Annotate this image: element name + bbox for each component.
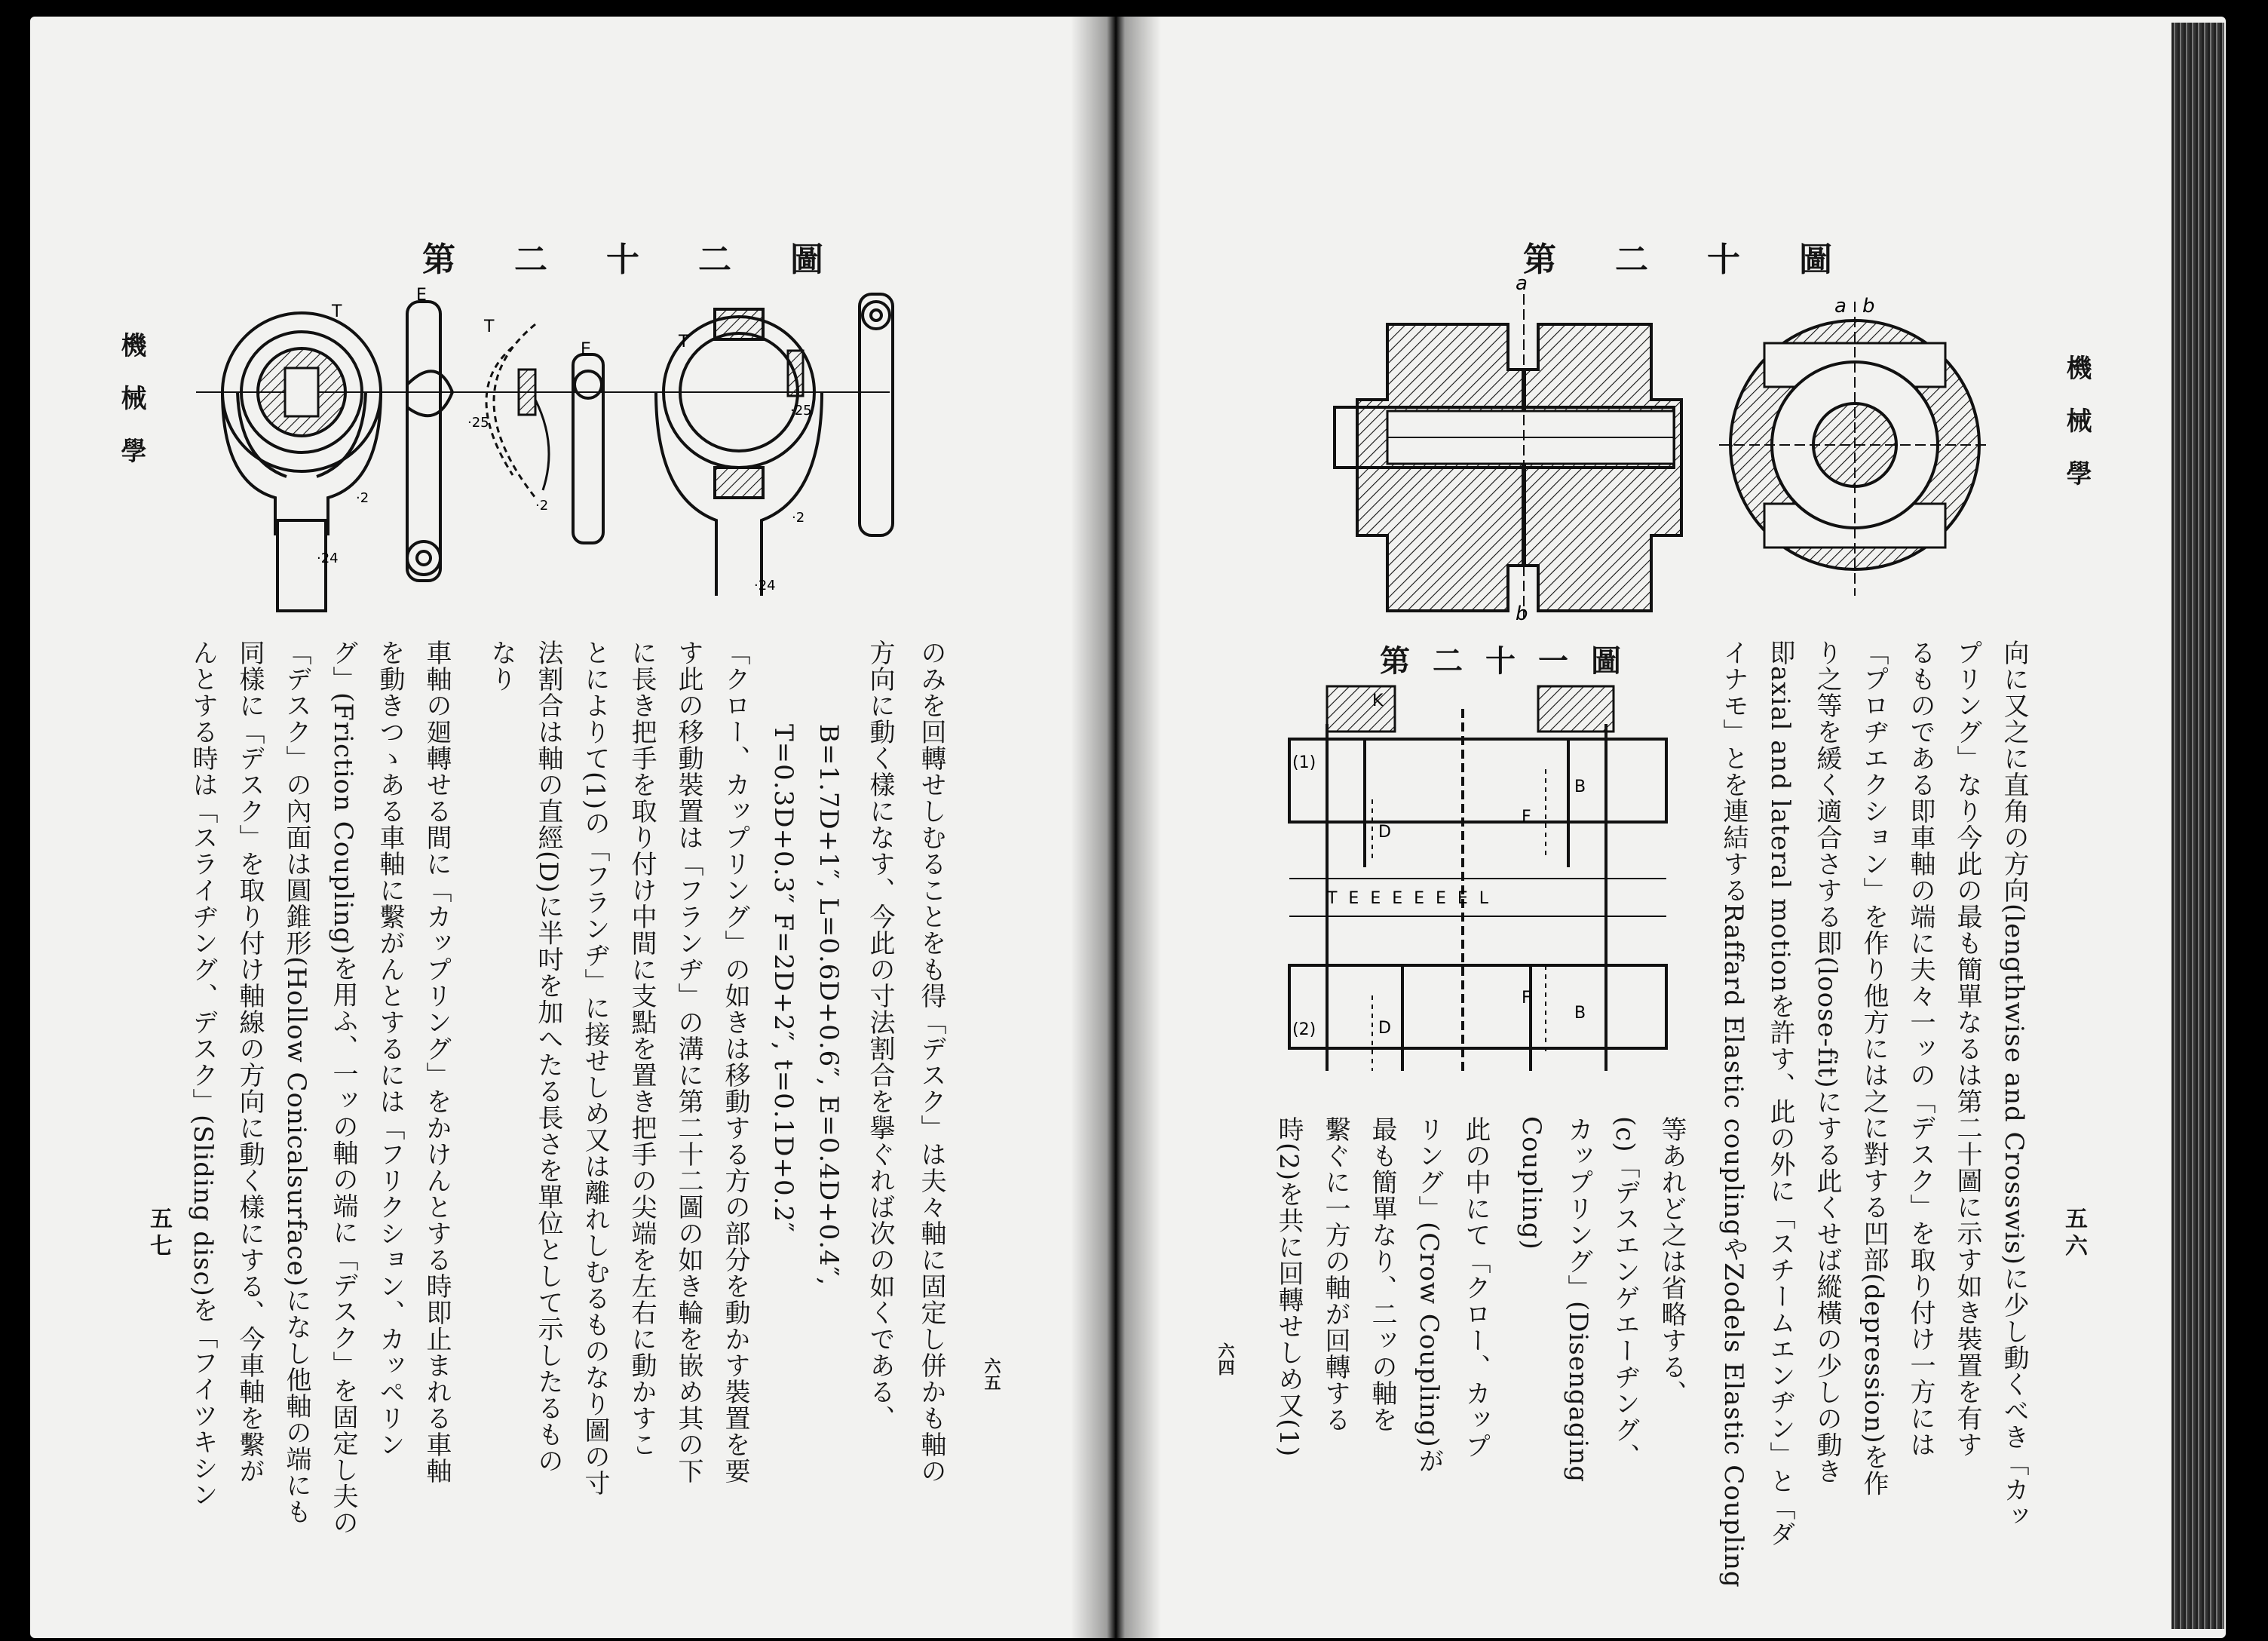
- fig21-label-k: K: [1372, 692, 1384, 710]
- fig22-label-n3: ·25: [467, 415, 489, 431]
- figure-20-drawing: [1312, 272, 1975, 625]
- fig22-label-n6: ·2: [792, 510, 805, 526]
- left-text-column-6: す此の移動裝置は「フランヂ」の溝に第二十二圖の如き輪を嵌め其の下: [673, 640, 703, 1484]
- fig21-label-d2: D: [1378, 1019, 1391, 1038]
- right-text-column-9: (c)「デスエンゲエーヂング、: [1610, 1116, 1640, 1470]
- left-text-column-13: グ」(Friction Coupling)を用ふ、一ッの軸の端に「デスク」を固定し夫の: [328, 640, 358, 1536]
- right-text-column-14: 最も簡單なり、二ッの軸を: [1367, 1116, 1397, 1433]
- fig21-label-b2: B: [1574, 1004, 1586, 1023]
- fig22-label-n7: ·24: [754, 578, 776, 594]
- fig21-label-f1: F: [1522, 808, 1531, 827]
- left-text-column-16: んとする時は「スライヂング、デスク」(Sliding disc)を「フイツキシン: [188, 640, 218, 1508]
- page-edge-stack: [2171, 23, 2224, 1629]
- right-text-column-16: 時(2)を共に回轉せしめ又(1): [1273, 1116, 1304, 1458]
- right-text-column-3: るものである即車軸の端に夫々一ッの「デスク」を取り付け一方には: [1905, 640, 1935, 1458]
- fig21-label-f2: F: [1522, 989, 1531, 1008]
- left-text-column-8: とによりて(1)の「フランヂ」に接せしめ又は離れしむるものなり圖の寸: [580, 640, 610, 1497]
- left-text-column-7: に長き把手を取り付け中間に支點を置き把手の尖端を左右に動かすこ: [627, 640, 657, 1458]
- right-running-header: 機械學: [2061, 354, 2092, 513]
- right-text-column-12: 此の中にて「クロー、カップ: [1460, 1116, 1491, 1459]
- left-text-column-1: のみを回轉せしむることをも得「デスク」は夫々軸に固定し併かも軸の: [916, 640, 946, 1484]
- figure-21-title: 第二十一圖: [1380, 643, 1644, 679]
- right-page-number: 五六: [2061, 1207, 2087, 1261]
- fig22-label-n2: ·24: [317, 551, 339, 566]
- right-text-column-4: 「プロヂエクション」を作り他方には之に對する凹部(depression)を作: [1859, 640, 1889, 1497]
- figure-22-title: 第二十二圖: [422, 241, 882, 279]
- left-text-column-2: 方向に動く樣になす、今此の寸法割合を擧ぐれば次の如くである、: [865, 640, 895, 1431]
- right-text-column-11: Coupling): [1516, 1116, 1546, 1250]
- fig22-label-e2: E: [581, 340, 591, 359]
- right-text-column-5: り之等を緩く適合さする即(loose-fit)にする此くせば縱橫の少しの動き: [1812, 640, 1842, 1485]
- fig21-label-row: T E E E E E E L: [1327, 889, 1492, 908]
- left-text-column-14: 「デスク」の內面は圓錐形(Hollow Conicalsurface)になし他軸の端にも: [281, 640, 311, 1525]
- book-gutter: [1071, 17, 1161, 1638]
- left-page-number: 五七: [146, 1207, 172, 1261]
- fig20-label-b2: b: [1862, 295, 1875, 317]
- fig21-label-one: (1): [1292, 753, 1316, 772]
- fig22-label-e1: E: [416, 286, 427, 305]
- fig21-label-b1: B: [1574, 778, 1586, 796]
- left-text-column-10: なり: [486, 640, 516, 692]
- left-text-column-5: 「クロー、カップリング」の如きは移動する方の部分を動かす裝置を要: [720, 640, 750, 1484]
- right-text-column-7: イナモ」とを連結するRaffard Elastic couplingやZodels Elastic Coupling: [1718, 640, 1749, 1588]
- fig20-label-b1: b: [1516, 603, 1528, 625]
- right-text-column-10: カップリング」(Disengaging: [1563, 1116, 1593, 1483]
- fig22-label-n1: ·2: [356, 490, 369, 506]
- right-text-column-13: リング」(Crow Coupling)が: [1414, 1116, 1444, 1474]
- fig22-label-n5: ·25: [790, 403, 812, 419]
- left-text-column-9: 法割合は軸の直經(D)に半吋を加へたる長さを單位として示したるもの: [533, 640, 563, 1474]
- fig22-label-t3: T: [679, 333, 689, 351]
- right-small-mark: 六四: [1215, 1342, 1235, 1376]
- right-text-column-8: 等あれど之は省略する、: [1657, 1116, 1687, 1406]
- fig22-label-t1: T: [332, 302, 342, 321]
- right-text-column-6: 即axial and lateral motionを許す、此の外に「スチームエンヂン」と「ダ: [1765, 640, 1795, 1547]
- fig21-label-two: (2): [1292, 1020, 1316, 1039]
- fig20-label-a1: a: [1516, 272, 1528, 295]
- left-text-column-12: を動きつゝある車軸に繫がんとするには「フリクション、カッペリン: [375, 640, 405, 1458]
- left-text-column-3: B=1.7D+1″, L=0.6D+0.6″, E=0.4D+0.4″,: [814, 724, 844, 1287]
- right-text-column-15: 繫ぐに一方の軸が回轉する: [1320, 1116, 1350, 1433]
- left-text-column-11: 車軸の廻轉せる間に「カップリング」をかけんとする時即止まれる車軸: [421, 640, 452, 1484]
- right-text-column-1: 向に又之に直角の方向(lengthwise and Crosswis)に少し動くべき「カッ: [1999, 640, 2029, 1529]
- fig22-label-n4: ·2: [535, 498, 549, 514]
- left-text-column-15: 同樣に「デスク」を取り付け軸線の方向に動く樣にする、今車軸を繫が: [234, 640, 265, 1484]
- fig22-label-t2: T: [484, 317, 495, 336]
- right-text-column-2: プリング」なり今此の最も簡單なるは第二十圖に示す如き裝置を有す: [1952, 640, 1982, 1458]
- fig21-label-d1: D: [1378, 823, 1391, 842]
- left-running-header: 機械學: [116, 332, 146, 490]
- left-small-mark: 六五: [982, 1357, 1001, 1391]
- figure-22-drawing: [181, 279, 920, 618]
- left-text-column-4: T=0.3D+0.3″ F=2D+2″, t=0.1D+0.2″: [768, 724, 798, 1233]
- figure-20-title: 第二十圖: [1523, 241, 1891, 279]
- fig20-label-a2: a: [1834, 295, 1847, 317]
- figure-21-drawing: [1282, 679, 1674, 1101]
